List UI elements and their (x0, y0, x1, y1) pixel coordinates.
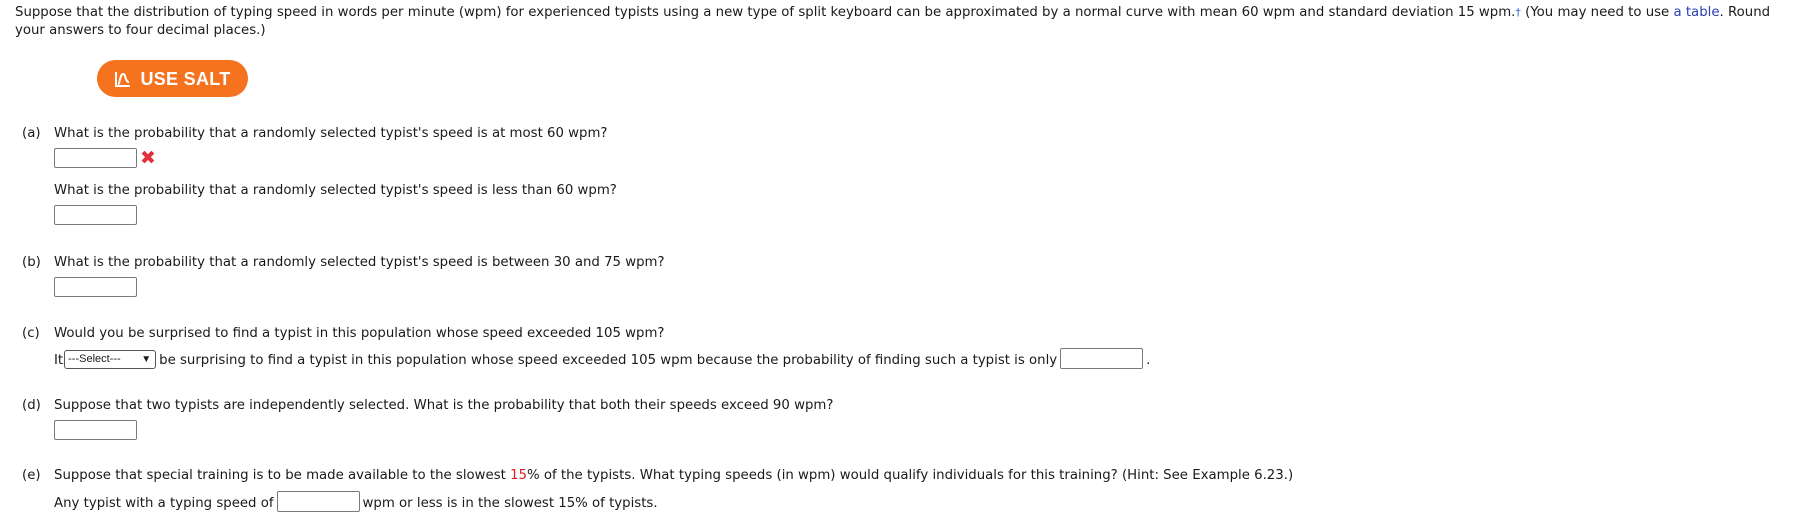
salt-chart-icon (114, 70, 132, 88)
part-c-post-text: . (1146, 353, 1151, 368)
intro-text-2: (You may need to use (1520, 5, 1674, 20)
part-a-letter: (a) (22, 126, 41, 141)
part-c-answer-line (54, 351, 1150, 370)
part-d-letter: (d) (22, 398, 41, 413)
part-e-ans-post: wpm or less is in the slowest 15% of typists. (362, 496, 658, 511)
part-c-select-dropdown[interactable] (64, 350, 156, 369)
part-e-question (54, 467, 1293, 485)
part-b-answer-input[interactable] (54, 277, 137, 297)
part-b-question: What is the probability that a randomly selected typist's speed is between 30 and 75 wpm? (54, 255, 665, 270)
part-d-answer-input[interactable] (54, 420, 137, 440)
part-e-ans-pre: Any typist with a typing speed of (54, 496, 274, 511)
part-c-question: Would you be surprised to find a typist in this population whose speed exceeded 105 wpm? (54, 326, 665, 341)
use-salt-label: USE SALT (140, 68, 231, 89)
chevron-down-icon: ▼ (141, 353, 152, 365)
incorrect-x-icon: ✖ (140, 147, 156, 169)
part-e-question-post: % of the typists. What typing speeds (in wpm) would qualify individuals for this training? (Hint: See Example 6.23.) (527, 468, 1294, 483)
part-b-letter: (b) (22, 255, 41, 270)
part-d-question: Suppose that two typists are independently selected. What is the probability that both their speeds exceed 90 wpm? (54, 398, 834, 413)
part-a-answer-2-input[interactable] (54, 205, 137, 225)
intro-text: Suppose that the distribution of typing speed in words per minute (wpm) for experienced typists using a new type of split keyboard can be approximated by a normal curve with mean 60 wpm and standard deviation 15 wpm. (15, 5, 1516, 20)
footnote-dagger-link[interactable]: † (1515, 6, 1521, 19)
part-e-letter: (e) (22, 468, 41, 483)
part-e-highlight-number: 15 (510, 468, 528, 483)
part-c-letter: (c) (22, 326, 40, 341)
use-salt-button[interactable] (97, 60, 248, 97)
part-e-answer-input[interactable] (277, 491, 360, 512)
part-c-pre-text: It (54, 353, 64, 368)
part-a-answer-1-input[interactable] (54, 148, 137, 168)
part-c-answer-input[interactable] (1060, 348, 1143, 369)
intro-text-3: . Round your answers to four decimal places.) (15, 5, 1771, 38)
part-a-question-1: What is the probability that a randomly selected typist's speed is at most 60 wpm? (54, 126, 608, 141)
part-a-question-2: What is the probability that a randomly selected typist's speed is less than 60 wpm? (54, 183, 617, 198)
part-c-mid-text: be surprising to find a typist in this population whose speed exceeded 105 wpm because the probability of finding such a typist is only (159, 353, 1058, 368)
part-e-question-pre: Suppose that special training is to be made available to the slowest (54, 468, 511, 483)
table-link[interactable]: a table (1673, 5, 1720, 20)
problem-statement (15, 4, 1800, 40)
part-e-answer-line (54, 494, 658, 513)
select-value: ---Select--- (68, 352, 121, 365)
